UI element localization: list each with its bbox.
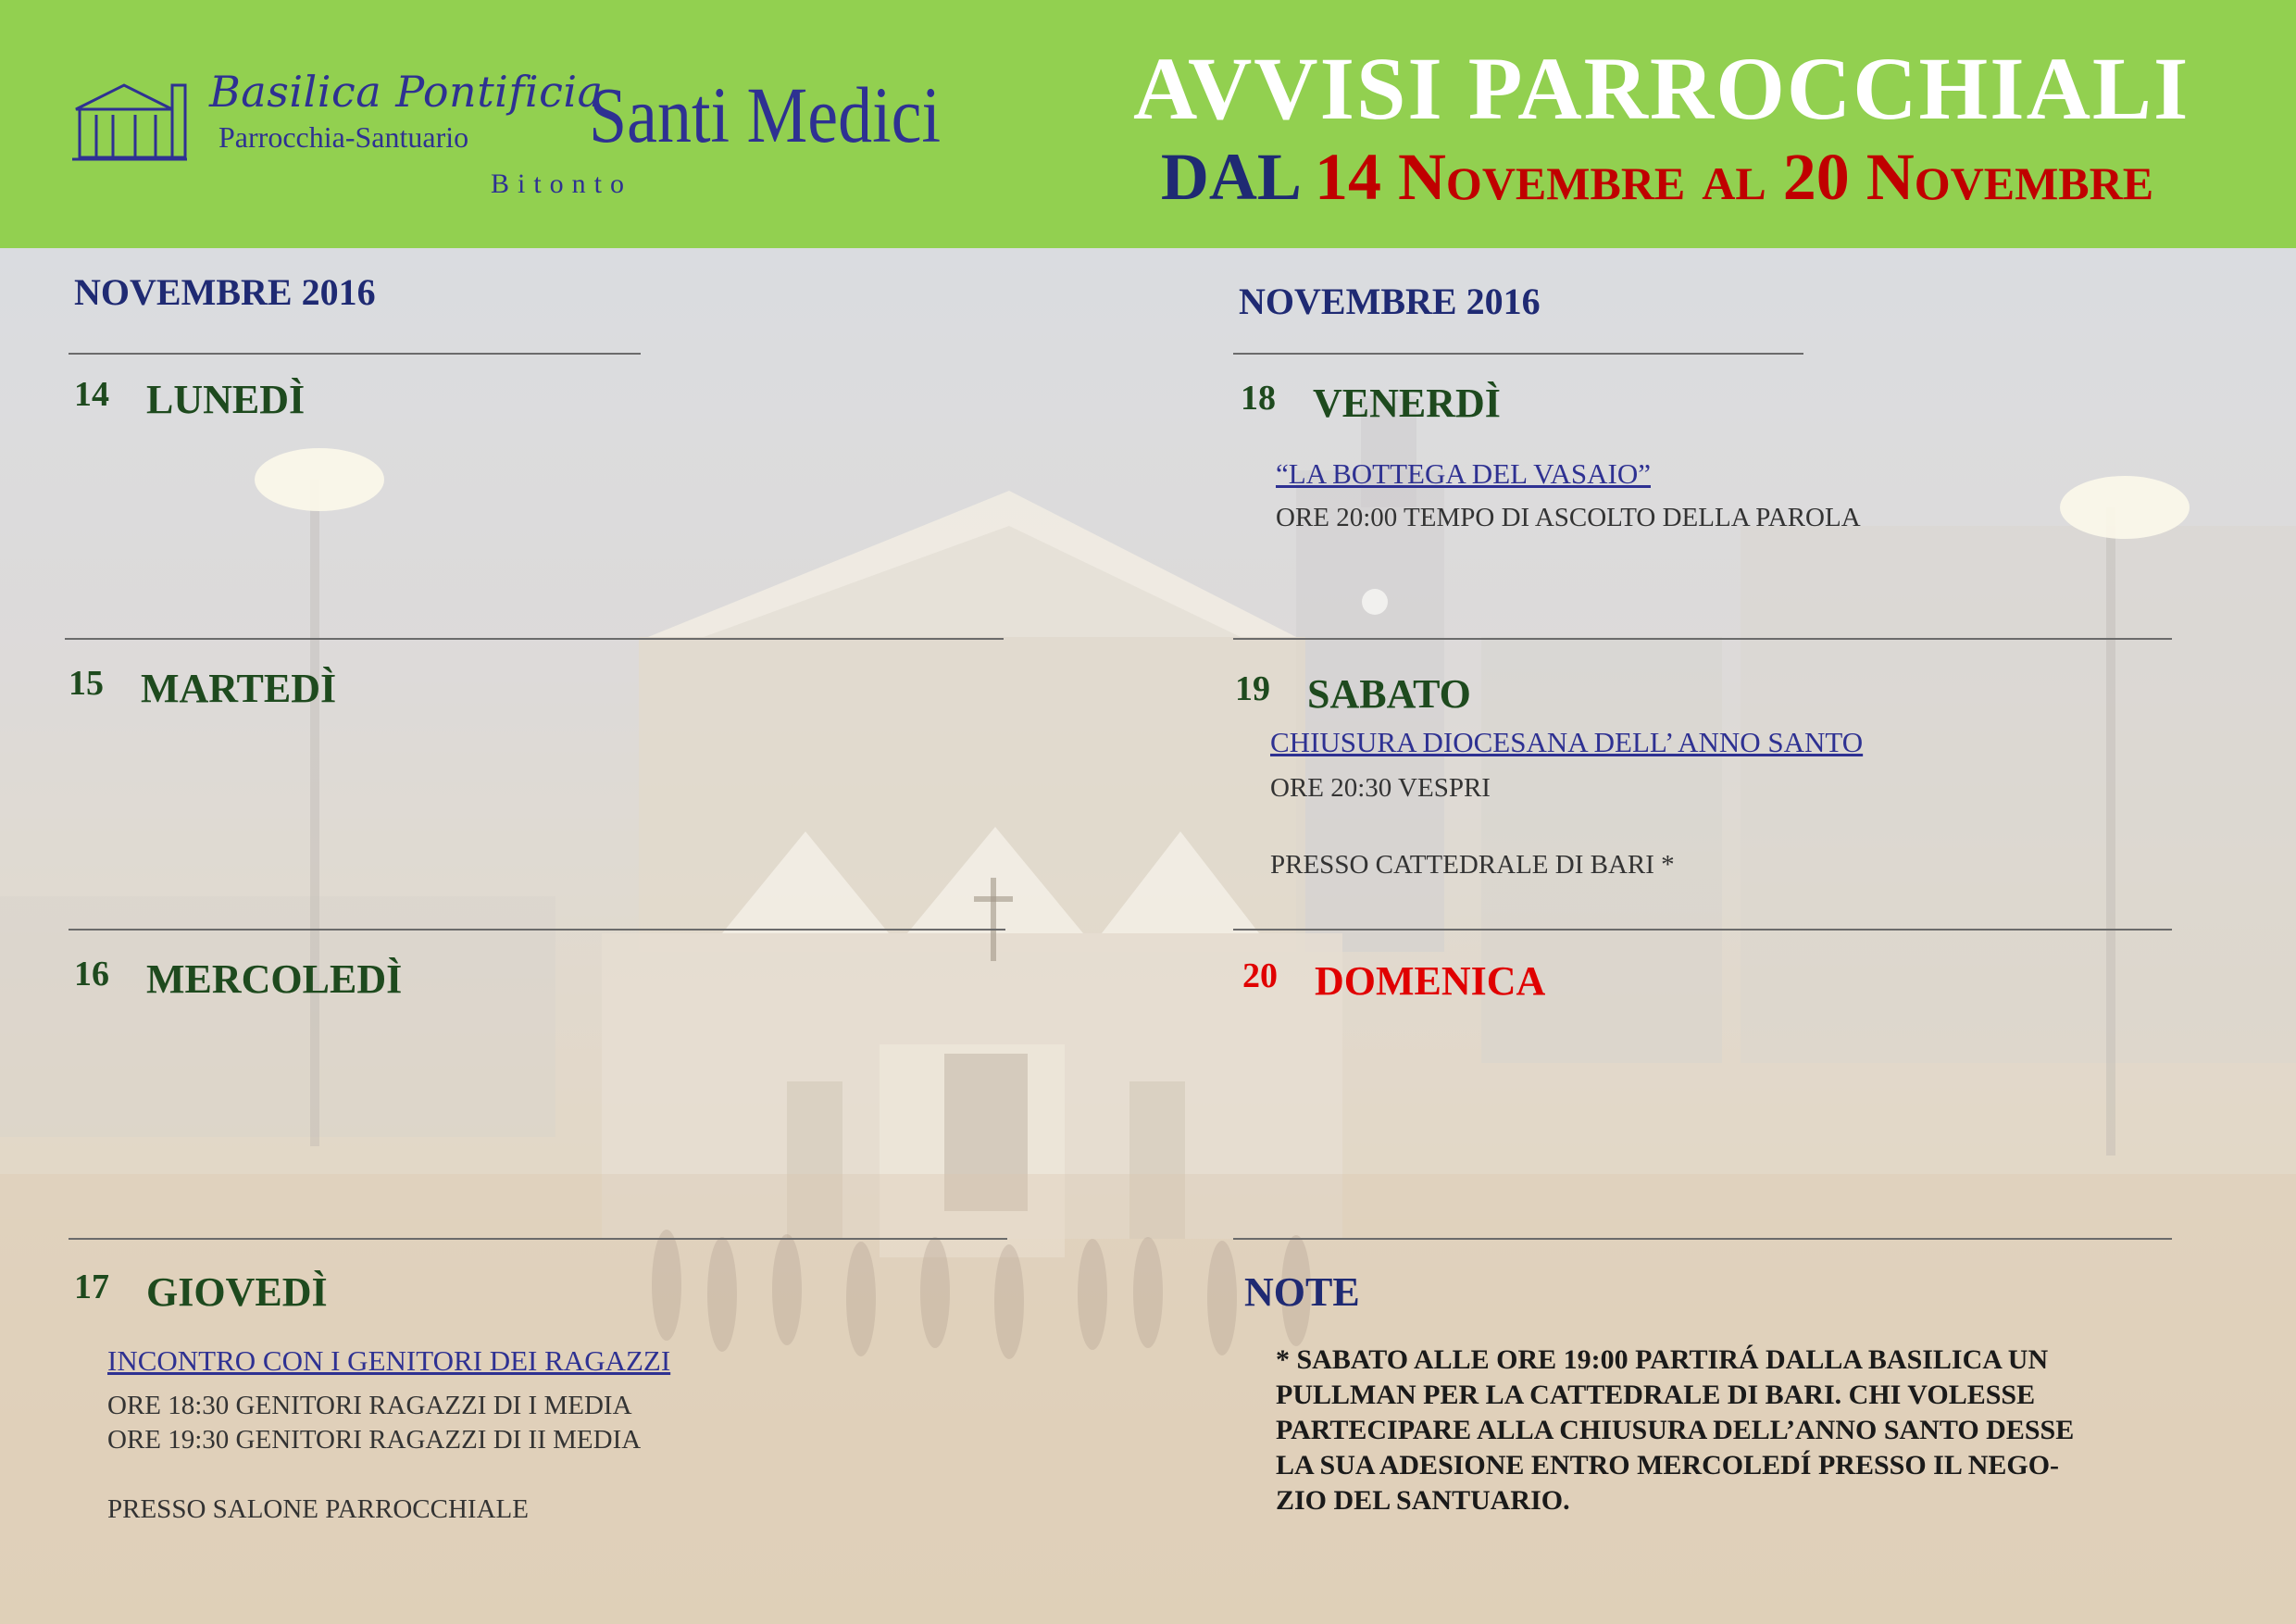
day-name: SABATO: [1307, 671, 1471, 717]
day-number: 19: [1235, 669, 1270, 708]
event-title-chiusura[interactable]: CHIUSURA DIOCESANA DELL’ ANNO SANTO: [1270, 726, 1864, 758]
event-title-meeting[interactable]: INCONTRO CON I GENITORI DEI RAGAZZI: [107, 1344, 671, 1377]
day-name: GIOVEDÌ: [146, 1269, 328, 1315]
note-line: ZIO DEL SANTUARIO.: [1276, 1485, 1570, 1516]
event-line: ORE 18:30 GENITORI RAGAZZI DI I MEDIA: [107, 1391, 632, 1420]
page-title: AVVISI PARROCCHIALI: [1133, 39, 2190, 138]
divider: [69, 1238, 1007, 1240]
subtitle-range: 14 Novembre al 20 Novembre: [1314, 140, 2154, 214]
day-number: 15: [69, 664, 104, 703]
subtitle-dal: DAL: [1160, 140, 1298, 214]
day-name: DOMENICA: [1315, 958, 1546, 1004]
day-number: 16: [74, 955, 109, 993]
day-thursday: [74, 1267, 328, 1316]
note-line: LA SUA ADESIONE ENTRO MERCOLEDÍ PRESSO IL NEGO-: [1276, 1450, 2060, 1480]
day-number: 14: [74, 375, 109, 414]
event-line: ORE 19:30 GENITORI RAGAZZI DI II MEDIA: [107, 1425, 642, 1455]
divider: [1233, 1238, 2172, 1240]
day-saturday: [1235, 668, 1471, 718]
note-body: [1276, 1343, 2183, 1518]
day-name: VENERDÌ: [1313, 381, 1501, 426]
divider: [69, 929, 1005, 931]
divider: [1233, 638, 2172, 640]
note-line: * SABATO ALLE ORE 19:00 PARTIRÁ DALLA BASILICA UN: [1276, 1344, 2049, 1375]
day-number: 18: [1241, 379, 1276, 418]
event-line: PRESSO CATTEDRALE DI BARI *: [1270, 850, 1675, 880]
note-line: PARTECIPARE ALLA CHIUSURA DELL’ANNO SANTO DESSE: [1276, 1415, 2075, 1445]
day-number: 17: [74, 1268, 109, 1306]
day-tuesday: [69, 663, 336, 712]
logo-city: Bitonto: [491, 169, 633, 199]
header-band: [0, 0, 2296, 248]
event-line: PRESSO SALONE PARROCCHIALE: [107, 1494, 529, 1524]
logo-subtitle: Parrocchia-Santuario: [218, 120, 469, 154]
day-name: MERCOLEDÌ: [146, 956, 403, 1002]
day-sunday: [1242, 956, 1545, 1005]
divider: [1233, 353, 1803, 355]
day-name: LUNEDÌ: [146, 377, 306, 422]
day-wednesday: [74, 954, 402, 1003]
note-line: PULLMAN PER LA CATTEDRALE DI BARI. CHI VOLESSE: [1276, 1380, 2036, 1410]
divider: [65, 638, 1004, 640]
event-line: ORE 20:30 VESPRI: [1270, 773, 1491, 803]
note-heading: NOTE: [1244, 1269, 1360, 1315]
day-friday: [1241, 378, 1501, 427]
left-month-heading: NOVEMBRE 2016: [74, 271, 376, 313]
divider: [1233, 929, 2172, 931]
divider: [69, 353, 641, 355]
right-month-heading: NOVEMBRE 2016: [1239, 281, 1541, 322]
event-line: ORE 20:00 TEMPO DI ASCOLTO DELLA PAROLA: [1276, 503, 1861, 532]
day-number: 20: [1242, 956, 1278, 995]
day-name: MARTEDÌ: [141, 666, 337, 711]
church-logo-icon: [69, 72, 189, 165]
logo-script-text: Basilica Pontificia: [209, 67, 604, 117]
event-title-bottega[interactable]: “LA BOTTEGA DEL VASAIO”: [1276, 457, 1651, 490]
logo-name: Santi Medici: [589, 70, 942, 159]
day-monday: [74, 374, 305, 423]
date-range-subtitle: [1111, 139, 2203, 216]
